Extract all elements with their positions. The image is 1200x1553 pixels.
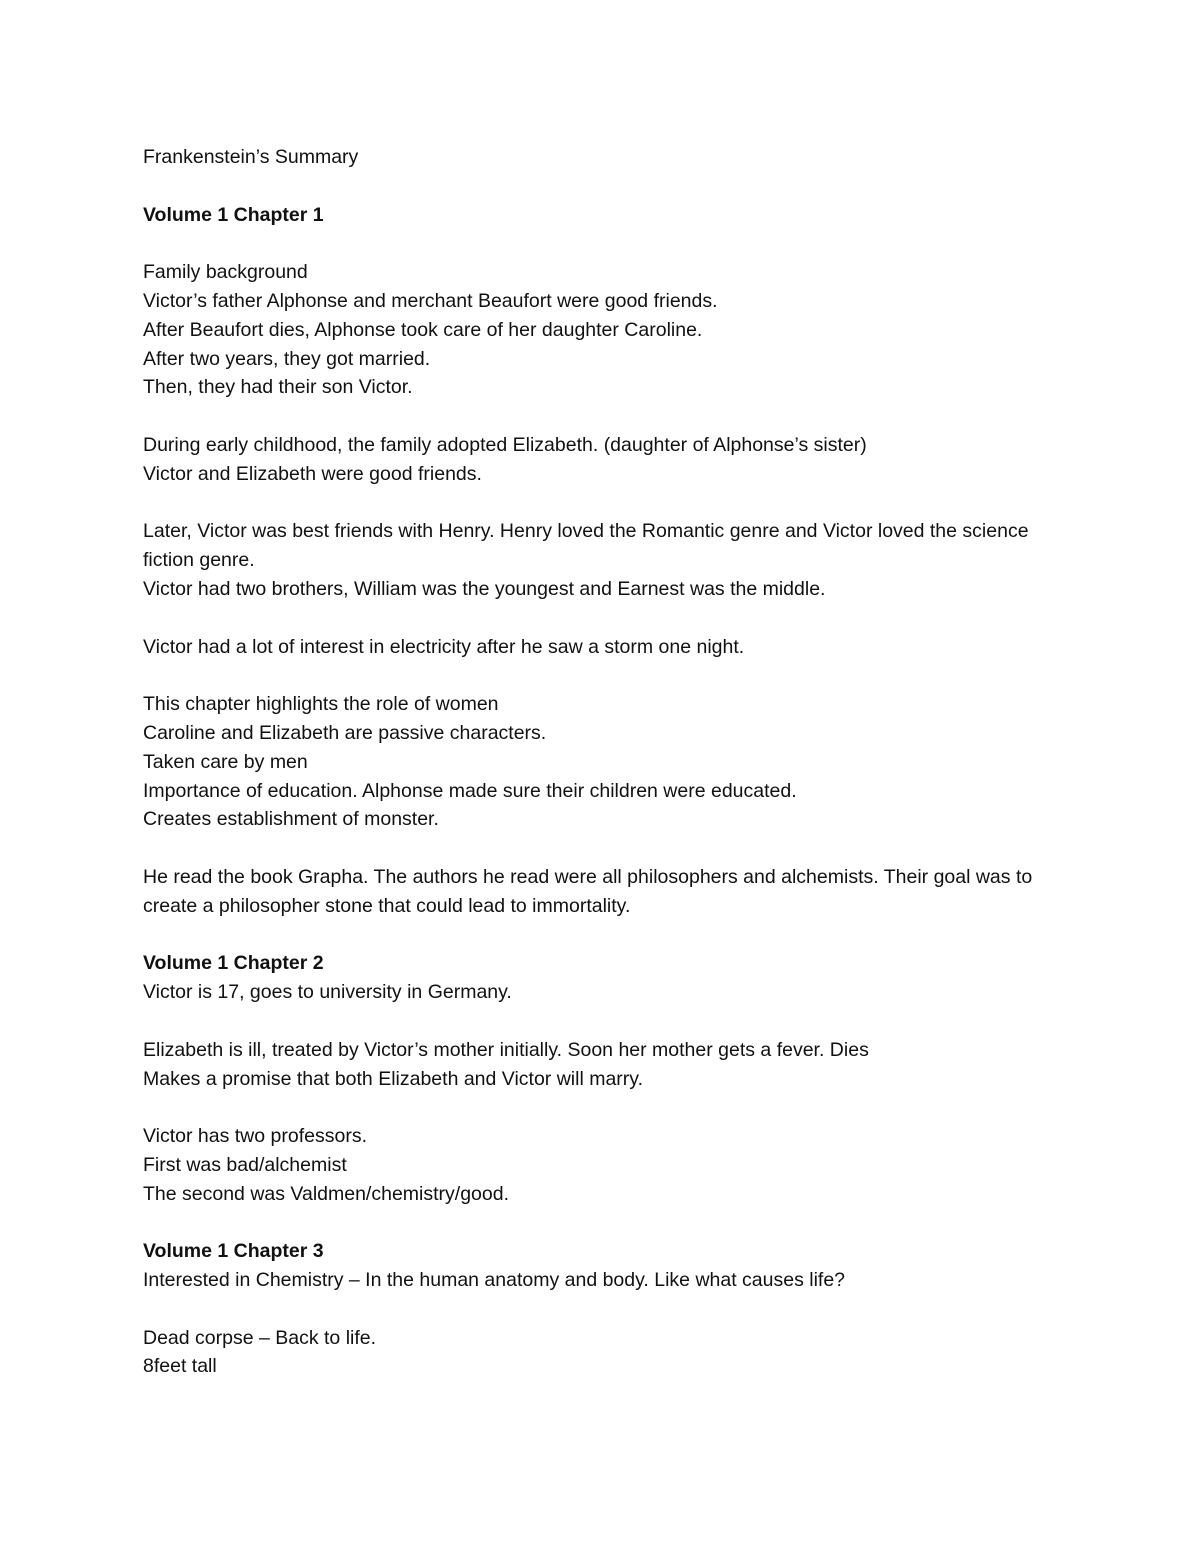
- section-heading: Volume 1 Chapter 3: [143, 1240, 324, 1263]
- spacer: [143, 489, 1073, 518]
- spacer: [143, 402, 1073, 431]
- text-line: He read the book Grapha. The authors he read were all philosophers and alchemists. Their goal was to create a philosopher stone that could lead to immortality.: [143, 865, 1033, 917]
- spacer: [143, 1007, 1073, 1036]
- text-line: Elizabeth is ill, treated by Victor’s mother initially. Soon her mother gets a fever. Dies: [143, 1038, 869, 1061]
- spacer: [143, 661, 1073, 690]
- document-body: [143, 143, 1073, 1381]
- text-line: Family background: [143, 261, 308, 284]
- text-line: 8feet tall: [143, 1355, 217, 1378]
- section-heading: Volume 1 Chapter 1: [143, 203, 324, 226]
- text-line: During early childhood, the family adopted Elizabeth. (daughter of Alphonse’s sister): [143, 433, 867, 456]
- text-line: Makes a promise that both Elizabeth and Victor will marry.: [143, 1067, 643, 1090]
- text-line: Then, they had their son Victor.: [143, 376, 413, 399]
- text-line: This chapter highlights the role of women: [143, 693, 499, 716]
- text-line: First was bad/alchemist: [143, 1153, 347, 1176]
- text-line: The second was Valdmen/chemistry/good.: [143, 1182, 509, 1205]
- text-line: Dead corpse – Back to life.: [143, 1326, 377, 1349]
- text-line: Taken care by men: [143, 750, 308, 773]
- spacer: [143, 229, 1073, 258]
- text-line: Victor had two brothers, William was the youngest and Earnest was the middle.: [143, 577, 826, 600]
- document-title: Frankenstein’s Summary: [143, 146, 359, 168]
- text-line: Victor had a lot of interest in electricity after he saw a storm one night.: [143, 635, 745, 658]
- spacer: [143, 921, 1073, 950]
- spacer: [143, 834, 1073, 863]
- spacer: [143, 172, 1073, 201]
- spacer: [143, 1295, 1073, 1324]
- text-line: Later, Victor was best friends with Henry. Henry loved the Romantic genre and Victor loved the science fiction genre.: [143, 520, 1029, 572]
- spacer: [143, 604, 1073, 633]
- text-line: Victor’s father Alphonse and merchant Beaufort were good friends.: [143, 289, 718, 312]
- text-line: Victor is 17, goes to university in Germany.: [143, 981, 512, 1004]
- text-line: Victor and Elizabeth were good friends.: [143, 462, 482, 485]
- section-heading: Volume 1 Chapter 2: [143, 952, 324, 975]
- text-line: Creates establishment of monster.: [143, 808, 439, 831]
- text-line: After Beaufort dies, Alphonse took care of her daughter Caroline.: [143, 318, 703, 341]
- text-line: After two years, they got married.: [143, 347, 431, 370]
- text-line: Caroline and Elizabeth are passive characters.: [143, 721, 547, 744]
- spacer: [143, 1208, 1073, 1237]
- text-line: Importance of education. Alphonse made sure their children were educated.: [143, 779, 797, 802]
- text-line: Victor has two professors.: [143, 1125, 367, 1148]
- text-line: Interested in Chemistry – In the human anatomy and body. Like what causes life?: [143, 1269, 846, 1292]
- spacer: [143, 1093, 1073, 1122]
